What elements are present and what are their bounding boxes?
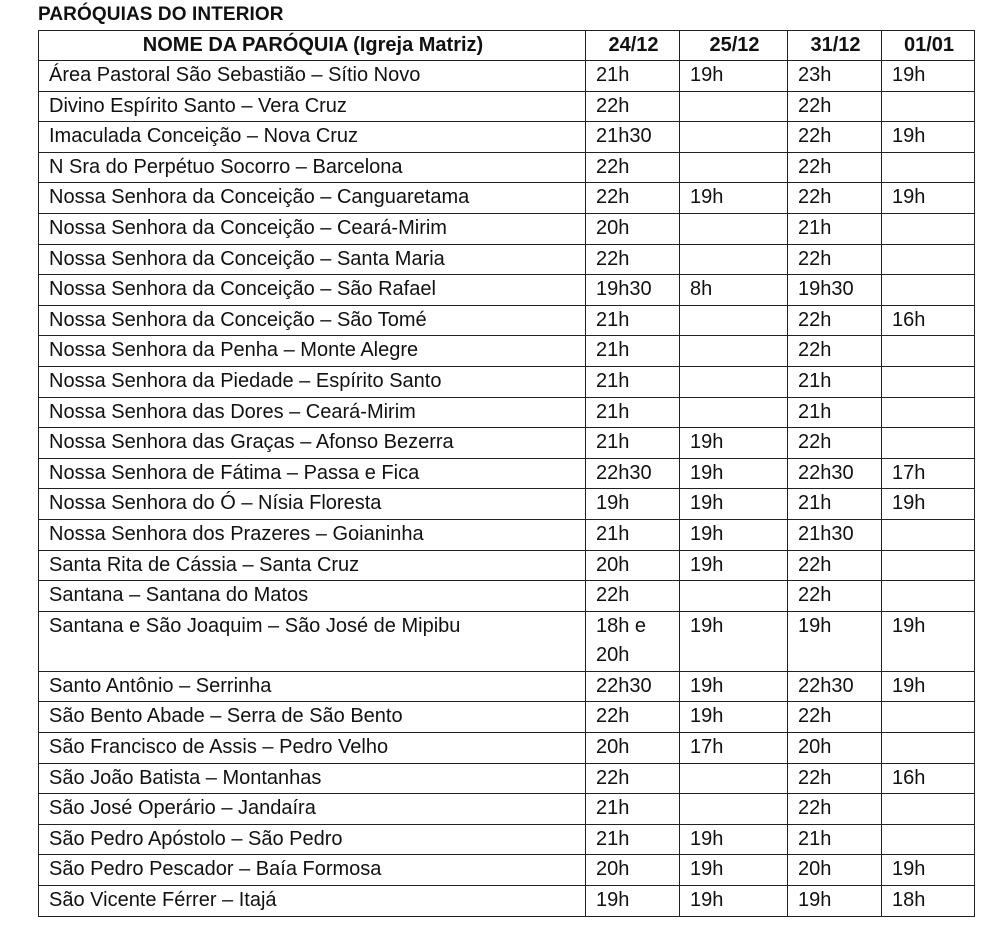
table-row [39, 122, 975, 153]
column-header-jan-01: 01/01 [882, 31, 975, 61]
parish-name-cell: Nossa Senhora das Graças – Afonso Bezerra [39, 428, 586, 459]
table-row [39, 794, 975, 825]
jan-01-cell: 19h [882, 671, 975, 702]
table-row [39, 336, 975, 367]
dec-25-cell: 8h [680, 275, 788, 306]
dec-25-cell: 19h [680, 519, 788, 550]
table-row [39, 763, 975, 794]
parish-name-cell: Nossa Senhora da Conceição – Santa Maria [39, 244, 586, 275]
parish-name-cell: Divino Espírito Santo – Vera Cruz [39, 91, 586, 122]
jan-01-cell: 17h [882, 458, 975, 489]
jan-01-cell: 19h [882, 183, 975, 214]
table-row [39, 581, 975, 612]
dec-25-cell: 19h [680, 489, 788, 520]
jan-01-cell [882, 702, 975, 733]
dec-24-cell: 21h [586, 336, 680, 367]
dec-25-cell [680, 763, 788, 794]
dec-31-cell: 21h [788, 213, 882, 244]
parish-name-cell: Nossa Senhora da Conceição – Ceará-Mirim [39, 213, 586, 244]
parish-name-cell: Santana – Santana do Matos [39, 581, 586, 612]
dec-25-cell [680, 581, 788, 612]
jan-01-cell [882, 91, 975, 122]
table-row [39, 213, 975, 244]
table-row [39, 733, 975, 764]
dec-31-cell: 22h [788, 244, 882, 275]
jan-01-cell [882, 519, 975, 550]
dec-25-cell: 19h [680, 702, 788, 733]
dec-24-cell: 22h [586, 152, 680, 183]
dec-31-cell: 22h [788, 305, 882, 336]
dec-31-cell: 22h30 [788, 458, 882, 489]
dec-24-cell: 21h [586, 366, 680, 397]
dec-31-cell: 22h [788, 794, 882, 825]
dec-24-cell: 22h [586, 581, 680, 612]
parish-name-cell: São José Operário – Jandaíra [39, 794, 586, 825]
dec-25-cell: 19h [680, 183, 788, 214]
jan-01-cell [882, 244, 975, 275]
dec-31-cell: 22h [788, 122, 882, 153]
table-row [39, 61, 975, 92]
parish-name-cell: Nossa Senhora das Dores – Ceará-Mirim [39, 397, 586, 428]
column-header-dec-31: 31/12 [788, 31, 882, 61]
dec-25-cell: 19h [680, 855, 788, 886]
table-row [39, 489, 975, 520]
jan-01-cell: 19h [882, 855, 975, 886]
table-row [39, 671, 975, 702]
jan-01-cell [882, 428, 975, 459]
dec-31-cell: 21h30 [788, 519, 882, 550]
parish-name-cell: Área Pastoral São Sebastião – Sítio Novo [39, 61, 586, 92]
parish-name-cell: Nossa Senhora da Conceição – Canguaretama [39, 183, 586, 214]
jan-01-cell [882, 275, 975, 306]
dec-31-cell: 22h [788, 152, 882, 183]
dec-24-cell: 20h [586, 733, 680, 764]
jan-01-cell: 19h [882, 489, 975, 520]
column-header-dec-25: 25/12 [680, 31, 788, 61]
jan-01-cell [882, 152, 975, 183]
table-row [39, 275, 975, 306]
dec-31-cell: 20h [788, 733, 882, 764]
dec-24-cell: 21h [586, 428, 680, 459]
dec-25-cell: 19h [680, 61, 788, 92]
dec-25-cell [680, 336, 788, 367]
dec-24-cell: 22h30 [586, 458, 680, 489]
table-row [39, 458, 975, 489]
parish-name-cell: Nossa Senhora da Conceição – São Rafael [39, 275, 586, 306]
parish-name-cell: Nossa Senhora da Piedade – Espírito Santo [39, 366, 586, 397]
dec-31-cell: 22h [788, 763, 882, 794]
table-row [39, 611, 975, 671]
dec-25-cell: 19h [680, 611, 788, 671]
parish-name-cell: São Vicente Férrer – Itajá [39, 886, 586, 917]
dec-25-cell: 17h [680, 733, 788, 764]
column-header-dec-24: 24/12 [586, 31, 680, 61]
jan-01-cell [882, 366, 975, 397]
dec-25-cell: 19h [680, 886, 788, 917]
dec-24-cell: 21h [586, 397, 680, 428]
table-row [39, 519, 975, 550]
dec-31-cell: 20h [788, 855, 882, 886]
jan-01-cell [882, 213, 975, 244]
jan-01-cell: 19h [882, 61, 975, 92]
dec-24-cell: 20h [586, 550, 680, 581]
dec-31-cell: 21h [788, 824, 882, 855]
dec-31-cell: 22h [788, 702, 882, 733]
dec-31-cell: 19h30 [788, 275, 882, 306]
parish-name-cell: São Francisco de Assis – Pedro Velho [39, 733, 586, 764]
dec-31-cell: 21h [788, 397, 882, 428]
dec-31-cell: 19h [788, 611, 882, 671]
table-row [39, 366, 975, 397]
parish-name-cell: Nossa Senhora da Conceição – São Tomé [39, 305, 586, 336]
jan-01-cell [882, 550, 975, 581]
table-row [39, 152, 975, 183]
dec-25-cell [680, 244, 788, 275]
dec-24-cell: 22h [586, 763, 680, 794]
dec-24-cell: 22h30 [586, 671, 680, 702]
parish-name-cell: N Sra do Perpétuo Socorro – Barcelona [39, 152, 586, 183]
table-row [39, 397, 975, 428]
parish-name-cell: Imaculada Conceição – Nova Cruz [39, 122, 586, 153]
dec-31-cell: 22h [788, 550, 882, 581]
table-body [39, 61, 975, 917]
dec-25-cell: 19h [680, 824, 788, 855]
dec-25-cell: 19h [680, 458, 788, 489]
parish-name-cell: São Pedro Pescador – Baía Formosa [39, 855, 586, 886]
dec-24-cell: 21h [586, 61, 680, 92]
parish-name-cell: São João Batista – Montanhas [39, 763, 586, 794]
dec-24-cell: 21h [586, 305, 680, 336]
table-row [39, 428, 975, 459]
table-row [39, 244, 975, 275]
parish-name-cell: Nossa Senhora dos Prazeres – Goianinha [39, 519, 586, 550]
dec-31-cell: 21h [788, 489, 882, 520]
dec-25-cell [680, 152, 788, 183]
jan-01-cell: 16h [882, 763, 975, 794]
jan-01-cell [882, 581, 975, 612]
dec-24-cell: 19h30 [586, 275, 680, 306]
table-row [39, 550, 975, 581]
parish-name-cell: Santana e São Joaquim – São José de Mipibu [39, 611, 586, 671]
jan-01-cell [882, 794, 975, 825]
table-row [39, 305, 975, 336]
dec-25-cell [680, 366, 788, 397]
dec-31-cell: 22h [788, 428, 882, 459]
parish-name-cell: São Pedro Apóstolo – São Pedro [39, 824, 586, 855]
jan-01-cell [882, 824, 975, 855]
dec-24-cell: 19h [586, 489, 680, 520]
jan-01-cell [882, 733, 975, 764]
table-row [39, 855, 975, 886]
dec-25-cell: 19h [680, 550, 788, 581]
dec-24-cell: 22h [586, 702, 680, 733]
parish-name-cell: Nossa Senhora da Penha – Monte Alegre [39, 336, 586, 367]
table-row [39, 183, 975, 214]
dec-24-cell: 21h30 [586, 122, 680, 153]
dec-31-cell: 22h [788, 183, 882, 214]
dec-31-cell: 22h [788, 581, 882, 612]
column-header-parish: NOME DA PARÓQUIA (Igreja Matriz) [39, 31, 586, 61]
parish-name-cell: Santo Antônio – Serrinha [39, 671, 586, 702]
dec-24-cell: 20h [586, 213, 680, 244]
table-row [39, 91, 975, 122]
dec-24-cell: 18h e 20h [586, 611, 680, 671]
parish-name-cell: Nossa Senhora do Ó – Nísia Floresta [39, 489, 586, 520]
dec-25-cell [680, 213, 788, 244]
dec-31-cell: 19h [788, 886, 882, 917]
dec-24-cell: 22h [586, 244, 680, 275]
page-title: PARÓQUIAS DO INTERIOR [38, 4, 284, 25]
dec-25-cell [680, 91, 788, 122]
jan-01-cell: 16h [882, 305, 975, 336]
jan-01-cell [882, 336, 975, 367]
dec-25-cell: 19h [680, 671, 788, 702]
dec-24-cell: 22h [586, 91, 680, 122]
table-row [39, 824, 975, 855]
dec-24-cell: 21h [586, 824, 680, 855]
parish-name-cell: São Bento Abade – Serra de São Bento [39, 702, 586, 733]
dec-24-cell: 22h [586, 183, 680, 214]
dec-25-cell [680, 122, 788, 153]
jan-01-cell [882, 397, 975, 428]
dec-31-cell: 21h [788, 366, 882, 397]
table-header-row [39, 31, 975, 61]
jan-01-cell: 19h [882, 122, 975, 153]
dec-25-cell [680, 794, 788, 825]
dec-25-cell [680, 397, 788, 428]
dec-31-cell: 23h [788, 61, 882, 92]
dec-25-cell: 19h [680, 428, 788, 459]
dec-24-cell: 21h [586, 794, 680, 825]
dec-25-cell [680, 305, 788, 336]
parish-name-cell: Nossa Senhora de Fátima – Passa e Fica [39, 458, 586, 489]
dec-24-cell: 20h [586, 855, 680, 886]
parish-schedule-table [38, 30, 975, 917]
table-row [39, 702, 975, 733]
jan-01-cell: 18h [882, 886, 975, 917]
parish-name-cell: Santa Rita de Cássia – Santa Cruz [39, 550, 586, 581]
jan-01-cell: 19h [882, 611, 975, 671]
dec-31-cell: 22h [788, 91, 882, 122]
table-row [39, 886, 975, 917]
dec-24-cell: 19h [586, 886, 680, 917]
dec-24-cell: 21h [586, 519, 680, 550]
dec-31-cell: 22h [788, 336, 882, 367]
dec-31-cell: 22h30 [788, 671, 882, 702]
